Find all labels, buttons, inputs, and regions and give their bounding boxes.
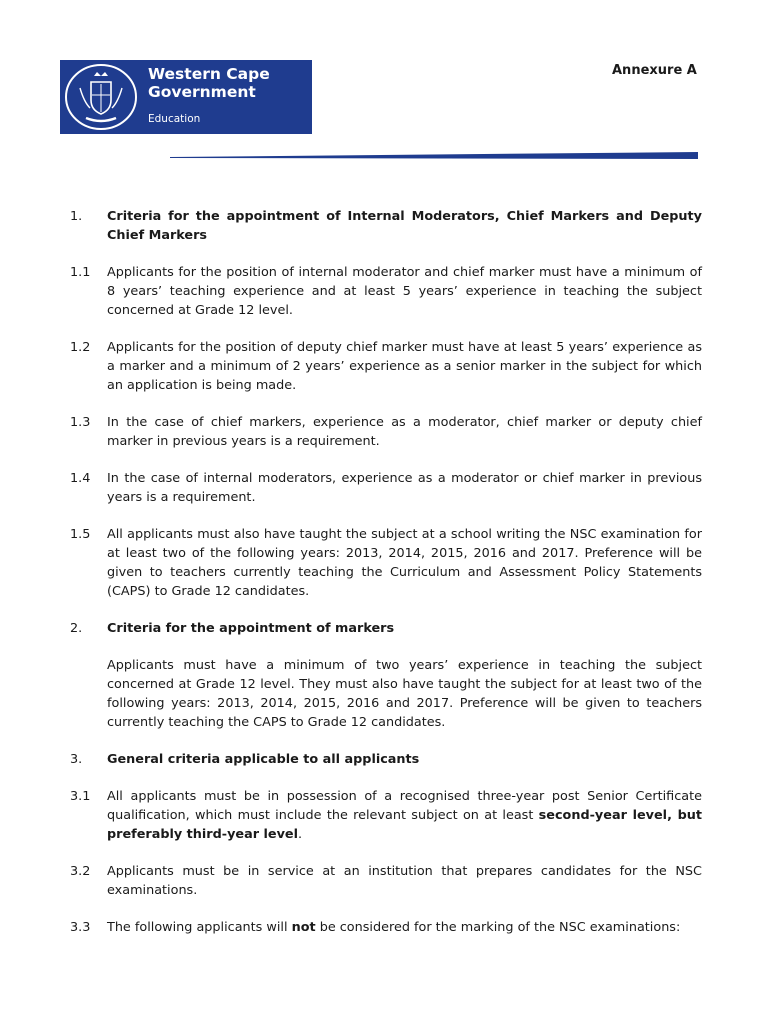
section-heading: General criteria applicable to all applicants xyxy=(107,752,420,767)
clause-number: 1.4 xyxy=(70,471,91,486)
clause-text-part: . xyxy=(297,827,303,842)
section-2-text: Applicants must have a minimum of two years’ experience in teaching the subject concerned at Grade 12 level. They must also have taught the subject for at least two of the following years: 2013, 2014, 2015, 2016 and 2017. Preference will be given to teachers currently teaching the CAPS to Grade 12 candidates. xyxy=(107,658,702,730)
section-2 xyxy=(70,619,702,638)
clause-number: 1.5 xyxy=(70,527,91,542)
clause-text: Applicants must be in service at an institution that prepares candidates for the NSC examinations. xyxy=(107,864,702,898)
clause-text: In the case of internal moderators, experience as a moderator or chief marker in previous years is a requirement. xyxy=(107,471,702,505)
clause-text xyxy=(107,787,702,844)
section-heading: Criteria for the appointment of markers xyxy=(107,621,395,636)
clause-text: In the case of chief markers, experience as a moderator, chief marker or deputy chief marker in previous years is a requirement. xyxy=(107,415,702,449)
clause-1-1 xyxy=(70,263,702,320)
document-body xyxy=(70,207,702,955)
section-heading: Criteria for the appointment of Internal Moderators, Chief Markers and Deputy Chief Markers xyxy=(107,209,702,243)
emphasis-text: second-year level, but preferably third-year level xyxy=(107,808,703,842)
annexure-label: Annexure A xyxy=(612,63,697,78)
clause-text-part: be considered for the marking of the NSC examinations: xyxy=(315,920,681,935)
clause-number: 3.3 xyxy=(70,920,91,935)
clause-number: 3.1 xyxy=(70,789,91,804)
logo-title: Western Cape Government xyxy=(148,65,270,101)
section-number: 1. xyxy=(70,209,83,224)
clause-3-3 xyxy=(70,918,702,937)
clause-1-2 xyxy=(70,338,702,395)
clause-1-3 xyxy=(70,413,702,451)
logo-subtitle: Education xyxy=(148,113,201,125)
section-3 xyxy=(70,750,702,769)
clause-number: 3.2 xyxy=(70,864,91,879)
wcg-logo xyxy=(60,60,312,134)
clause-text-part: The following applicants will xyxy=(107,920,292,935)
clause-number: 1.2 xyxy=(70,340,91,355)
clause-3-2 xyxy=(70,862,702,900)
section-1 xyxy=(70,207,702,245)
clause-3-1 xyxy=(70,787,702,844)
emphasis-text: not xyxy=(291,920,316,935)
section-number: 2. xyxy=(70,621,83,636)
clause-number: 1.1 xyxy=(70,265,91,280)
clause-text: Applicants for the position of internal moderator and chief marker must have a minimum of 8 years’ teaching experience and at least 5 years’ experience in teaching the subject concerned at Grade 12 level. xyxy=(107,265,702,318)
clause-number: 1.3 xyxy=(70,415,91,430)
clause-text: Applicants for the position of deputy chief marker must have at least 5 years’ experience as a marker and a minimum of 2 years’ experience as a senior marker in the subject for which an application is being made. xyxy=(107,340,702,393)
clause-1-4 xyxy=(70,469,702,507)
coat-of-arms-icon xyxy=(62,62,140,132)
clause-text-part: All applicants must be in possession of a recognised three-year post Senior Certificate qualification, which must include the relevant subject on at least xyxy=(107,789,702,823)
header-divider xyxy=(170,152,698,159)
clause-text xyxy=(107,918,702,937)
clause-1-5 xyxy=(70,525,702,601)
clause-text: All applicants must also have taught the subject at a school writing the NSC examination for at least two of the following years: 2013, 2014, 2015, 2016 and 2017. Preference will be given to teachers currently teaching the Curriculum and Assessment Policy Statements (CAPS) to Grade 12 candidates. xyxy=(107,527,702,599)
section-number: 3. xyxy=(70,752,83,767)
